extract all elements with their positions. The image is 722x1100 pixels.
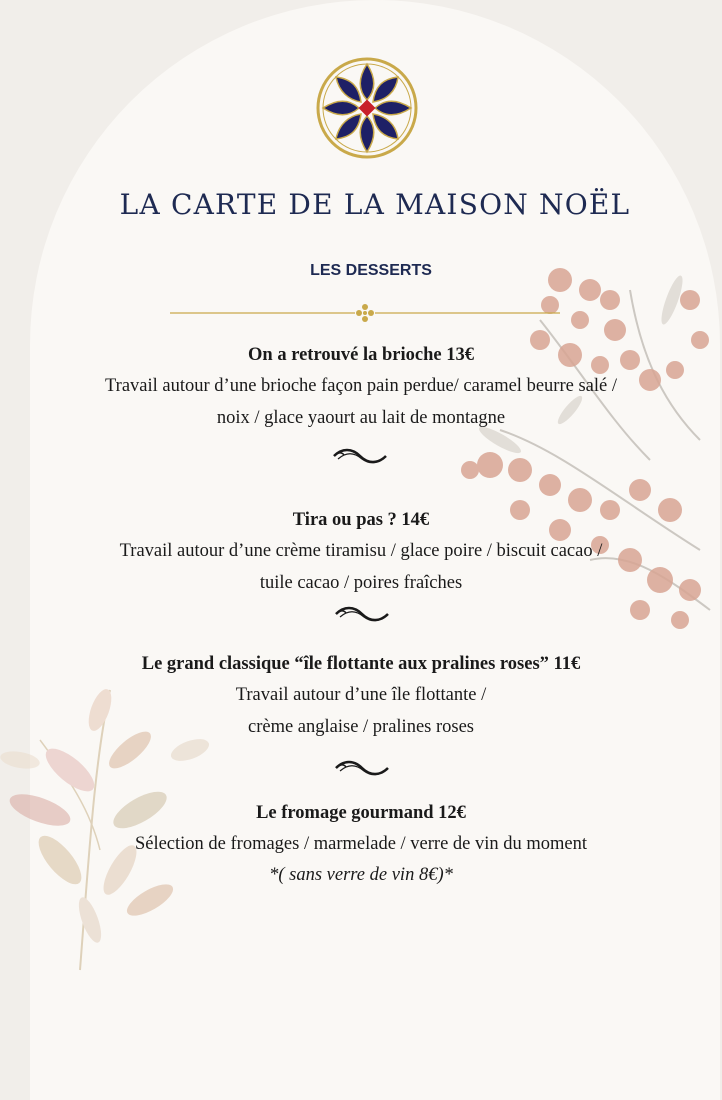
berry [629,479,651,501]
berry [680,290,700,310]
page-title: LA CARTE DE LA MAISON NOËL [119,188,631,221]
item-name: Le grand classique “île flottante aux pralines roses” 11€ [141,654,581,674]
menu-item-tiramisu [0,505,722,599]
berry [579,279,601,301]
section-title: LES DESSERTS [310,262,432,279]
item-description-line: tuile cacao / poires fraîches [259,573,463,593]
berry [630,600,650,620]
item-description-line: Travail autour d’une île flottante / [235,685,487,705]
item-description-line: Travail autour d’une brioche façon pain perdue/ caramel beurre salé / [105,376,617,396]
item-name: Le fromage gourmand 12€ [256,803,466,823]
swirl-flourish-icon [334,604,390,624]
item-name: On a retrouvé la brioche 13€ [248,345,474,365]
item-note: *( sans verre de vin 8€)* [269,865,453,885]
berry [508,458,532,482]
compass-rose-emblem-icon [312,56,422,160]
berry [671,611,689,629]
swirl-flourish-icon [332,446,388,466]
swirl-flourish-icon [334,758,390,778]
berry [571,311,589,329]
item-description-line: Sélection de fromages / marmelade / verre de vin du moment [134,834,588,854]
item-description-line: noix / glace yaourt au lait de montagne [216,408,506,428]
menu-item-brioche [0,340,722,434]
item-name: Tira ou pas ? 14€ [292,510,430,530]
berry [604,319,626,341]
menu-item-fromage [0,798,722,890]
berry [477,452,503,478]
berry [539,474,561,496]
ornamental-divider-icon [170,302,560,324]
menu-item-ile-flottante [0,649,722,743]
berry [461,461,479,479]
berry [600,290,620,310]
item-description-line: Travail autour d’une crème tiramisu / glace poire / biscuit cacao / [119,541,603,561]
item-description-line: crème anglaise / pralines roses [247,717,475,737]
